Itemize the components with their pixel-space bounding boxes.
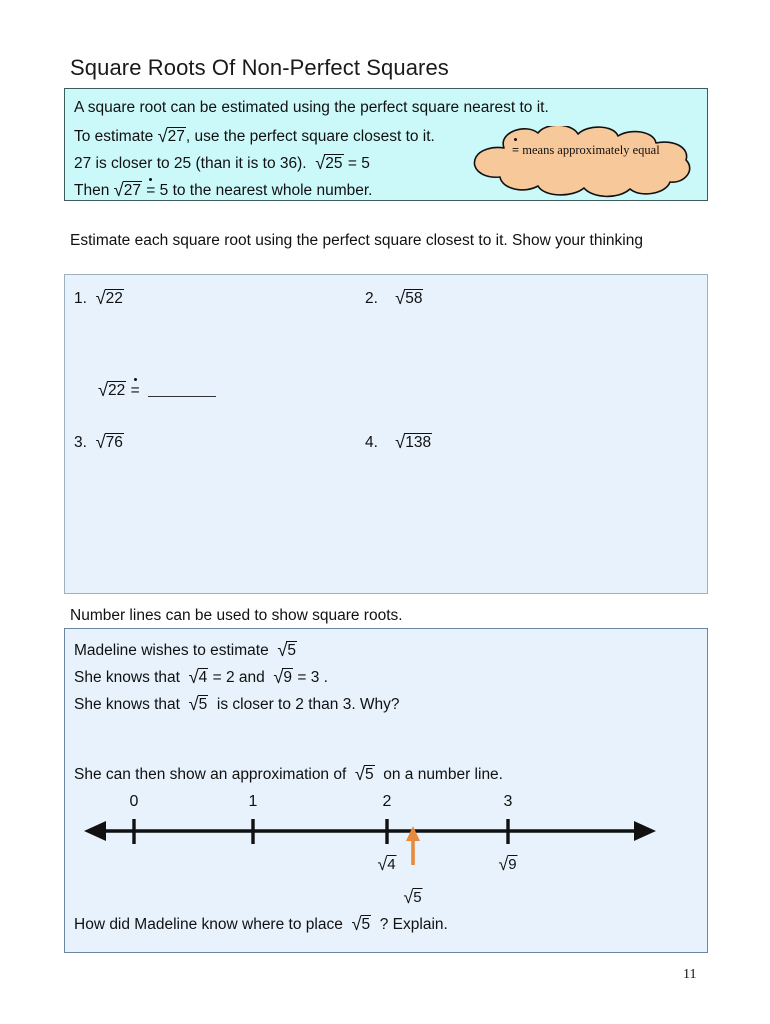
numberline-tick-label-2: 2 (382, 793, 392, 810)
radical-5-d (351, 915, 371, 934)
radicand: 9 (508, 856, 517, 873)
radical-27 (158, 127, 186, 146)
left-arrow-icon (84, 821, 106, 841)
radical-sign: √ (498, 854, 509, 875)
approx-equal-icon: = (130, 382, 140, 399)
exercise-box (64, 274, 708, 594)
answer-blank-input[interactable] (148, 383, 216, 397)
intro-line-2-prefix: To estimate (74, 128, 154, 145)
radical-sign: √ (395, 431, 406, 453)
numberline-tick-label-3: 3 (503, 793, 513, 810)
radicand: 5 (198, 696, 208, 713)
radical-sign: √ (377, 854, 388, 875)
radicand: 58 (405, 290, 423, 307)
exercise-answer-line-1 (98, 381, 216, 400)
intro-line-4-prefix: Then (74, 182, 110, 199)
intro-line-2-suffix: , use the perfect square closest to it. (185, 128, 435, 145)
cloud-shape-icon (468, 126, 698, 200)
radicand: 27 (123, 182, 141, 199)
callout-text (512, 142, 672, 158)
numberline-heading: Number lines can be used to show square roots. (70, 607, 403, 624)
intro-line-4 (74, 181, 372, 200)
item-number: 2. (365, 290, 378, 307)
callout-cloud (468, 126, 698, 200)
radical-9 (273, 668, 293, 687)
radical-5-c (355, 765, 375, 784)
radical-138 (395, 433, 432, 452)
radicand: 138 (405, 434, 432, 451)
right-arrow-icon (634, 821, 656, 841)
radical-58 (395, 289, 423, 308)
radicand: 9 (283, 669, 293, 686)
callout-label: means approximately equal (522, 143, 660, 157)
radical-27-b (114, 181, 142, 200)
callout-approx-icon: = (512, 143, 520, 157)
radical-76 (96, 433, 124, 452)
approx-equal-icon: = (146, 182, 156, 199)
radical-9-numberline (498, 855, 517, 874)
radicand: 4 (387, 856, 396, 873)
radicand: 25 (325, 155, 343, 172)
radicand: 27 (167, 128, 185, 145)
exercise-item-3 (74, 433, 124, 452)
radical-4-numberline (377, 855, 396, 874)
radical-sign: √ (315, 152, 326, 174)
radical-sign: √ (95, 287, 106, 309)
item-number: 3. (74, 434, 87, 451)
radical-25 (315, 154, 343, 173)
exercise-item-2 (365, 289, 423, 308)
radical-5-a (277, 641, 297, 660)
intro-line-3-suffix: = 5 (347, 155, 370, 172)
radical-sign: √ (395, 287, 406, 309)
madeline-line-1 (74, 641, 297, 660)
item-number: 4. (365, 434, 378, 451)
number-line-diagram (80, 795, 660, 910)
radical-sign: √ (354, 763, 365, 785)
exercise-item-1 (74, 289, 124, 308)
numberline-marker-label-sqrt5 (403, 888, 422, 907)
madeline-line-4 (74, 765, 503, 784)
number-line-svg (80, 795, 660, 865)
radical-22 (96, 289, 124, 308)
radicand: 5 (287, 642, 297, 659)
text-prefix: How did Madeline know where to place (74, 916, 343, 933)
intro-line-3-prefix: 27 is closer to 25 (than it is to 36). (74, 155, 307, 172)
radical-sign: √ (351, 913, 362, 935)
numberline-tick-label-1: 1 (248, 793, 258, 810)
text-prefix: She can then show an approximation of (74, 766, 347, 783)
text-prefix: She knows that (74, 669, 180, 686)
radical-sign: √ (188, 693, 199, 715)
intro-line-1: A square root can be estimated using the perfect square nearest to it. (74, 99, 549, 116)
radical-sign: √ (403, 887, 414, 908)
radical-sign: √ (157, 125, 168, 147)
radical-4 (189, 668, 209, 687)
radical-22-answer (98, 381, 126, 400)
intro-line-4-suffix: 5 to the nearest whole number. (159, 182, 373, 199)
page-number: 11 (683, 967, 697, 982)
text-suffix: = 3 . (297, 669, 328, 686)
radical-sign: √ (113, 179, 124, 201)
radicand: 22 (105, 290, 123, 307)
radical-sign: √ (98, 379, 109, 401)
madeline-line-3 (74, 695, 400, 714)
item-number: 1. (74, 290, 87, 307)
numberline-sublabel-sqrt4 (377, 855, 396, 874)
text-suffix: on a number line. (383, 766, 503, 783)
radical-sign: √ (95, 431, 106, 453)
text-prefix: She knows that (74, 696, 180, 713)
madeline-question (74, 915, 448, 934)
radical-5-numberline (403, 888, 422, 907)
radicand: 5 (413, 889, 422, 906)
radical-5-b (189, 695, 209, 714)
radicand: 22 (108, 382, 126, 399)
exercise-instruction: Estimate each square root using the perfect square closest to it. Show your thinking (70, 232, 643, 249)
exercise-item-4 (365, 433, 432, 452)
radicand: 5 (364, 766, 374, 783)
radicand: 4 (198, 669, 208, 686)
radicand: 76 (105, 434, 123, 451)
intro-line-2 (74, 127, 435, 146)
numberline-sublabel-sqrt9 (498, 855, 517, 874)
radical-sign: √ (273, 666, 284, 688)
numberline-tick-label-0: 0 (129, 793, 139, 810)
madeline-line-2 (74, 668, 328, 687)
text-middle: = 2 and (212, 669, 265, 686)
text-suffix: ? Explain. (379, 916, 448, 933)
radical-sign: √ (277, 639, 288, 661)
text-prefix: Madeline wishes to estimate (74, 642, 269, 659)
radicand: 5 (361, 916, 371, 933)
radical-sign: √ (188, 666, 199, 688)
intro-line-3 (74, 154, 370, 173)
text-suffix: is closer to 2 than 3. Why? (216, 696, 400, 713)
page-title: Square Roots Of Non-Perfect Squares (70, 55, 449, 80)
